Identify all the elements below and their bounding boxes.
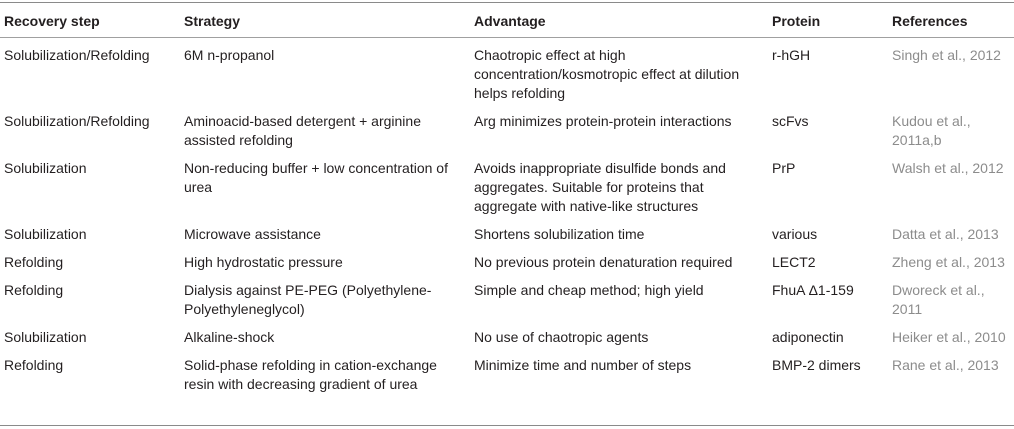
cell-strategy: Solid-phase refolding in cation-exchange resin with decreasing gradient of urea (184, 357, 437, 392)
cell-protein: various (772, 226, 818, 242)
cell-reference-link[interactable]: Dworeck et al., 2011 (892, 282, 985, 317)
header-references: References (892, 12, 968, 29)
cell-reference-link[interactable]: Heiker et al., 2010 (892, 329, 1006, 345)
table-row (0, 155, 1014, 221)
cell-advantage: Avoids inappropriate disulfide bonds and aggregates. Suitable for proteins that aggregate with native-like structures (474, 160, 726, 214)
cell-protein: BMP-2 dimers (772, 357, 861, 373)
cell-advantage: Simple and cheap method; high yield (474, 282, 704, 298)
cell-recovery-step: Refolding (4, 254, 64, 270)
cell-recovery-step: Solubilization (4, 160, 87, 176)
cell-protein: LECT2 (772, 254, 816, 270)
cell-protein: FhuA Δ1-159 (772, 282, 854, 298)
top-rule (0, 2, 1014, 3)
table-row (0, 221, 1014, 249)
cell-recovery-step: Refolding (4, 282, 64, 298)
cell-strategy: Non-reducing buffer + low concentration of urea (184, 160, 448, 195)
cell-strategy: 6M n-propanol (184, 47, 275, 63)
cell-recovery-step: Refolding (4, 357, 64, 373)
cell-strategy: High hydrostatic pressure (184, 254, 343, 270)
cell-recovery-step: Solubilization/Refolding (4, 113, 150, 129)
header-advantage: Advantage (474, 12, 546, 29)
table-row (0, 108, 1014, 155)
cell-strategy: Microwave assistance (184, 226, 321, 242)
cell-advantage: Minimize time and number of steps (474, 357, 692, 373)
cell-advantage: Chaotropic effect at high concentration/kosmotropic effect at dilution helps refolding (474, 47, 740, 101)
table-row (0, 249, 1014, 277)
cell-reference-link[interactable]: Datta et al., 2013 (892, 226, 999, 242)
cell-strategy: Dialysis against PE-PEG (Polyethylene-Polyethyleneglycol) (184, 282, 432, 317)
cell-protein: adiponectin (772, 329, 844, 345)
cell-recovery-step: Solubilization (4, 226, 87, 242)
table-row (0, 277, 1014, 324)
header-recovery-step: Recovery step (4, 12, 100, 29)
cell-recovery-step: Solubilization/Refolding (4, 47, 150, 63)
cell-protein: r-hGH (772, 47, 811, 63)
cell-strategy: Alkaline-shock (184, 329, 275, 345)
cell-recovery-step: Solubilization (4, 329, 87, 345)
cell-protein: PrP (772, 160, 796, 176)
cell-reference-link[interactable]: Walsh et al., 2012 (892, 160, 1004, 176)
cell-reference-link[interactable]: Rane et al., 2013 (892, 357, 999, 373)
cell-protein: scFvs (772, 113, 809, 129)
cell-advantage: No use of chaotropic agents (474, 329, 649, 345)
bottom-rule (0, 425, 1014, 426)
cell-strategy: Aminoacid-based detergent + arginine assisted refolding (184, 113, 421, 148)
header-protein: Protein (772, 12, 821, 29)
cell-advantage: Shortens solubilization time (474, 226, 645, 242)
header-strategy: Strategy (184, 12, 241, 29)
data-table (0, 4, 1014, 399)
cell-advantage: Arg minimizes protein-protein interactions (474, 113, 732, 129)
table-row (0, 352, 1014, 399)
cell-reference-link[interactable]: Singh et al., 2012 (892, 47, 1001, 63)
cell-reference-link[interactable]: Kudou et al., 2011a,b (892, 113, 971, 148)
header-row (0, 4, 1014, 37)
table-row (0, 324, 1014, 352)
cell-reference-link[interactable]: Zheng et al., 2013 (892, 254, 1005, 270)
table-row (0, 37, 1014, 108)
cell-advantage: No previous protein denaturation required (474, 254, 733, 270)
